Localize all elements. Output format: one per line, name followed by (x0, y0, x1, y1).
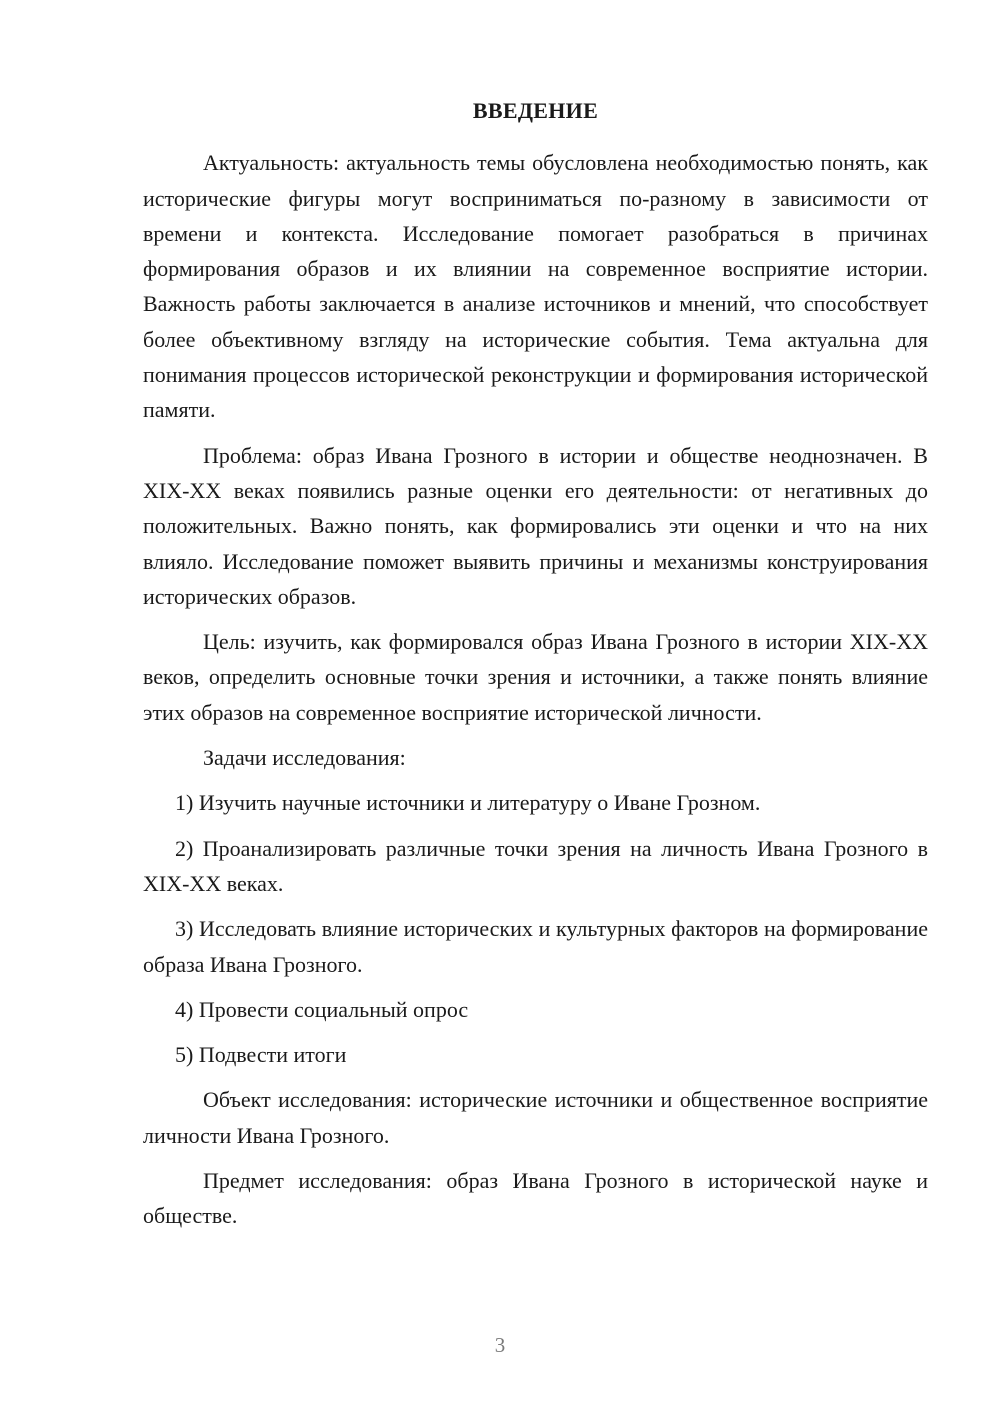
page-title: ВВЕДЕНИЕ (472, 98, 599, 123)
object-paragraph: Объект исследования: исторические источники и общественное восприятие личности Ивана Грозного. (143, 1087, 928, 1148)
subject-paragraph: Предмет исследования: образ Ивана Грозного в исторической науке и обществе. (143, 1168, 928, 1229)
task-item-3: 3) Исследовать влияние исторических и культурных факторов на формирование образа Ивана Грозного. (143, 916, 928, 977)
problem-paragraph: Проблема: образ Ивана Грозного в истории и обществе неоднозначен. В XIX-XX веках появились разные оценки его деятельности: от негативных до положительных. Важно понять, как формировались эти оценки и что на них влияло. Исследование поможет выявить причины и механизмы конструирования исторических образов. (143, 442, 928, 609)
page-number: 3 (494, 1333, 506, 1357)
tasks-heading: Задачи исследования: (203, 745, 406, 771)
task-item-1: 1) Изучить научные источники и литературу о Иване Грозном. (175, 790, 761, 816)
goal-paragraph: Цель: изучить, как формировался образ Ивана Грозного в истории XIX-XX веков, определить основные точки зрения и источники, а также понять влияние этих образов на современное восприятие исторической личности. (143, 629, 928, 725)
task-item-4: 4) Провести социальный опрос (175, 996, 469, 1022)
task-item-2: 2) Проанализировать различные точки зрения на личность Ивана Грозного в XIX-XX веках. (143, 835, 928, 896)
relevance-paragraph: Актуальность: актуальность темы обусловлена необходимостью понять, как исторические фигуры могут восприниматься по-разному в зависимости от времени и контекста. Исследование помогает разобраться в причинах формирования образов и их влиянии на современное восприятие истории. Важность работы заключается в анализе источников и мнений, что способствует более объективному взгляду на исторические события. Тема актуальна для понимания процессов исторической реконструкции и формирования исторической памяти. (143, 150, 928, 423)
task-item-5: 5) Подвести итоги (175, 1042, 347, 1068)
page-content (143, 93, 928, 1244)
